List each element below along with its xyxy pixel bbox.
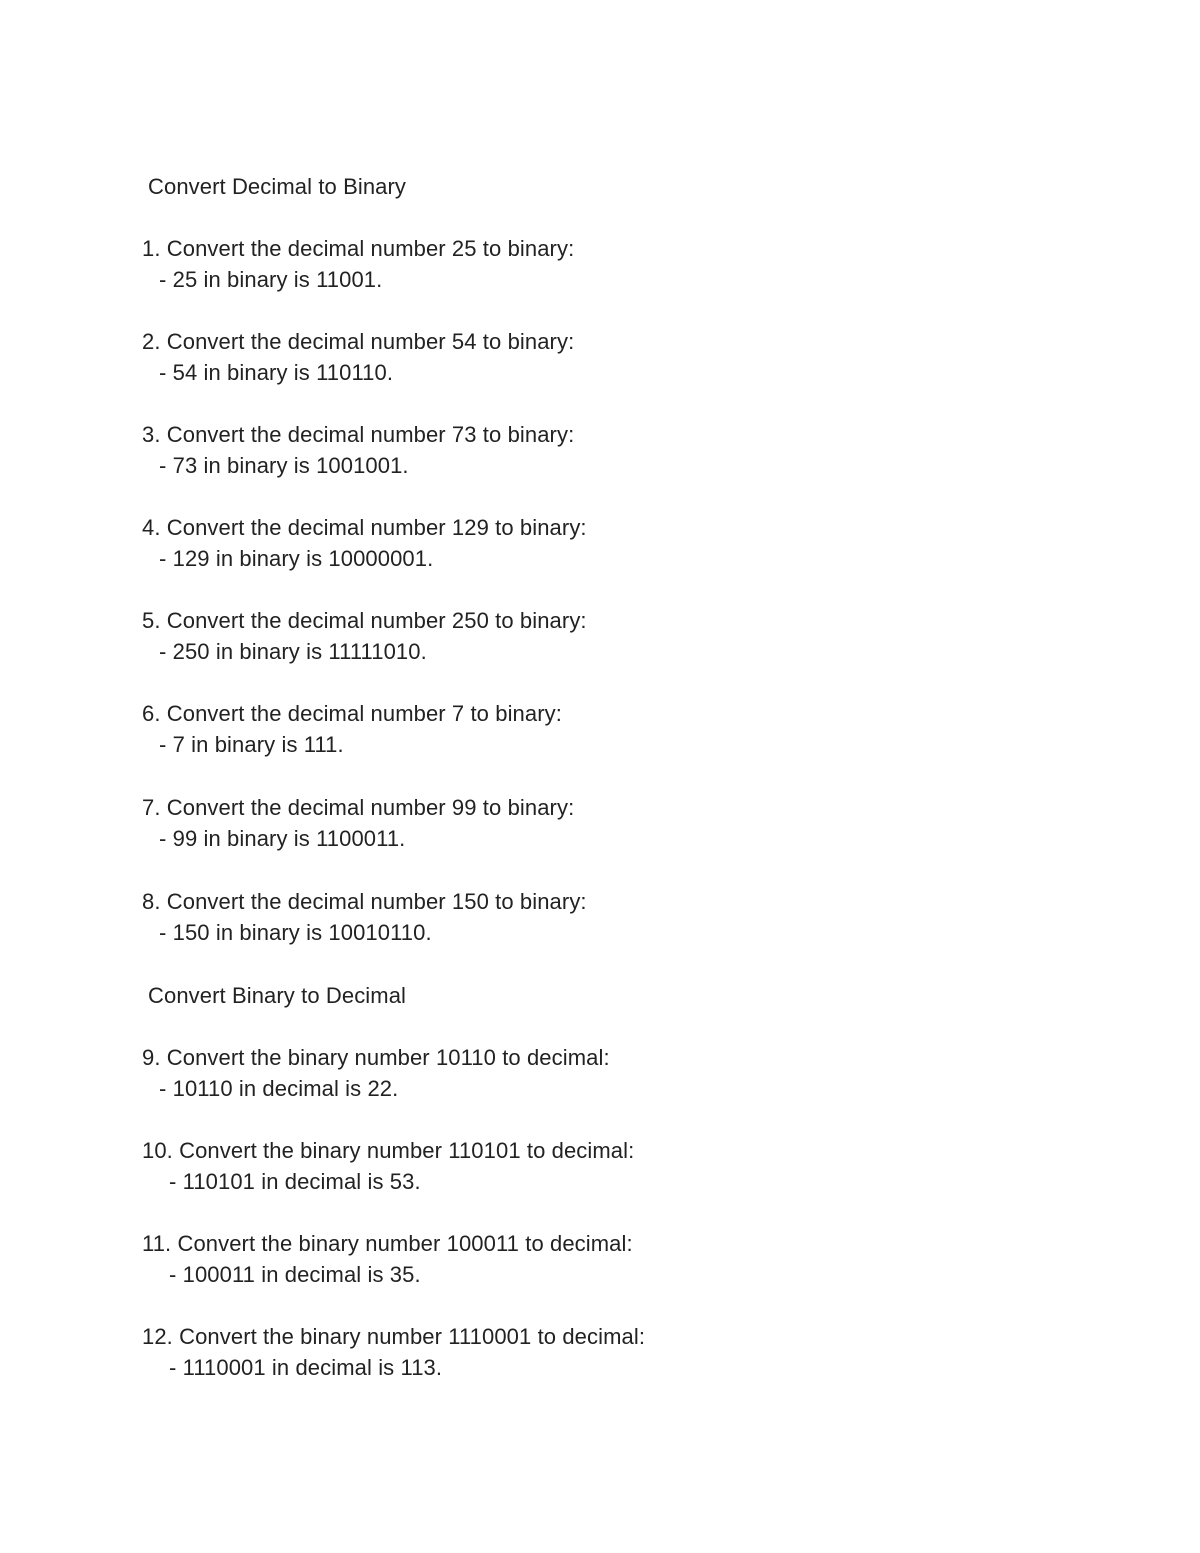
answer-5: - 250 in binary is 11111010.: [159, 639, 427, 664]
answer-9: - 10110 in decimal is 22.: [159, 1076, 399, 1101]
question-1: 1. Convert the decimal number 25 to binary:: [142, 236, 575, 261]
answer-12: - 1110001 in decimal is 113.: [169, 1355, 443, 1380]
question-12: 12. Convert the binary number 1110001 to decimal:: [142, 1324, 646, 1349]
answer-6: - 7 in binary is 111.: [159, 732, 344, 757]
answer-8: - 150 in binary is 10010110.: [159, 920, 432, 945]
answer-3: - 73 in binary is 1001001.: [159, 453, 409, 478]
question-10: 10. Convert the binary number 110101 to decimal:: [142, 1138, 635, 1163]
question-6: 6. Convert the decimal number 7 to binary:: [142, 701, 562, 726]
answer-2: - 54 in binary is 110110.: [159, 360, 394, 385]
answer-10: - 110101 in decimal is 53.: [169, 1169, 421, 1194]
answer-7: - 99 in binary is 1100011.: [159, 826, 406, 851]
answer-11: - 100011 in decimal is 35.: [169, 1262, 421, 1287]
section-heading-binary-to-decimal: Convert Binary to Decimal: [148, 983, 407, 1008]
question-4: 4. Convert the decimal number 129 to binary:: [142, 515, 587, 540]
question-11: 11. Convert the binary number 100011 to decimal:: [142, 1231, 633, 1256]
question-2: 2. Convert the decimal number 54 to binary:: [142, 329, 575, 354]
question-8: 8. Convert the decimal number 150 to binary:: [142, 889, 587, 914]
answer-4: - 129 in binary is 10000001.: [159, 546, 434, 571]
question-5: 5. Convert the decimal number 250 to binary:: [142, 608, 587, 633]
question-3: 3. Convert the decimal number 73 to binary:: [142, 422, 575, 447]
question-9: 9. Convert the binary number 10110 to decimal:: [142, 1045, 610, 1070]
answer-1: - 25 in binary is 11001.: [159, 267, 383, 292]
section-heading-decimal-to-binary: Convert Decimal to Binary: [148, 174, 407, 199]
question-7: 7. Convert the decimal number 99 to binary:: [142, 795, 575, 820]
